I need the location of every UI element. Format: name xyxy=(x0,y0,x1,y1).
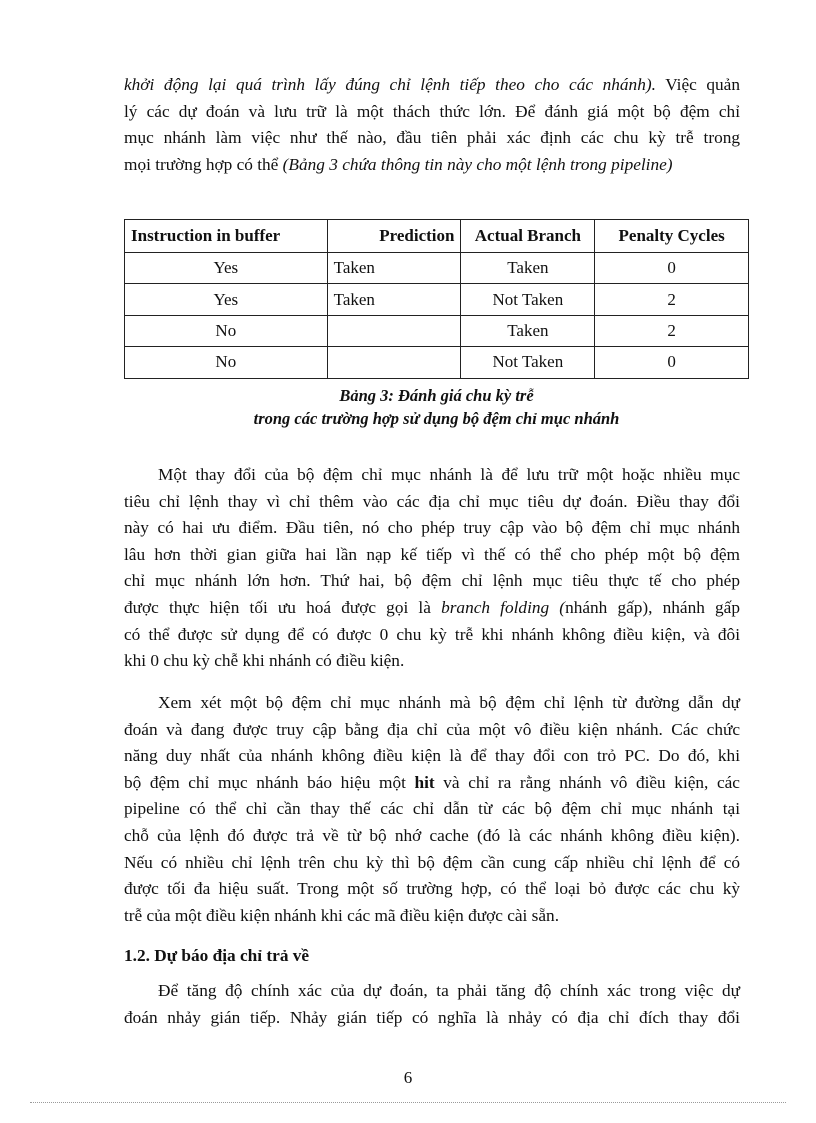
table-cell: 2 xyxy=(595,315,749,346)
table-cell: Taken xyxy=(461,253,595,284)
text-line: khởi động lại quá trình lấy đúng chỉ lệnh tiếp theo cho các nhánh). Việc quản xyxy=(124,75,740,94)
paragraph-branch-buffer-change xyxy=(124,462,740,675)
text-line: pipeline có thể chỉ cần thay thế các chỉ dẫn từ các bộ đệm chỉ mục nhánh tại xyxy=(124,799,740,819)
page-break-divider xyxy=(30,1102,786,1103)
text-line: được tối đa hiệu suất. Trong một số trường hợp, có thể loại bỏ được các chu kỳ xyxy=(124,879,740,899)
column-header: Prediction xyxy=(327,220,461,253)
caption-line: trong các trường hợp sử dụng bộ đệm chỉ mục nhánh xyxy=(253,409,620,428)
table-cell: 0 xyxy=(595,347,749,378)
text-line: khi 0 chu kỳ chễ khi nhánh có điều kiện. xyxy=(124,651,405,671)
table-cell xyxy=(327,315,461,346)
paragraph-unconditional-branch xyxy=(124,690,740,929)
table-cell: 2 xyxy=(595,284,749,315)
text-line: chỉ mục nhánh lớn hơn. Thứ hai, bộ đệm chỉ lệnh mục tiêu thực tế cho phép xyxy=(124,571,740,591)
text-line: năng duy nhất của nhánh không điều kiện là để thay đổi con trỏ PC. Do đó, khi xyxy=(124,746,740,766)
table-cell: Yes xyxy=(125,284,328,315)
text-line: này có hai ưu điểm. Đầu tiên, nó cho phép truy cập vào bộ đệm chỉ mục nhánh xyxy=(124,518,740,538)
table-cell: Not Taken xyxy=(461,347,595,378)
text-line: lâu hơn thời gian giữa hai lần nạp kế tiếp vì thế có thể cho phép một bộ đệm xyxy=(124,544,740,564)
table-cell: Taken xyxy=(327,253,461,284)
paragraph-return-address xyxy=(124,978,740,1031)
text-line: Để tăng độ chính xác của dự đoán, ta phải tăng độ chính xác trong việc dự xyxy=(158,981,740,1000)
column-header: Penalty Cycles xyxy=(595,220,749,253)
text-line: có thể được sử dụng để có được 0 chu kỳ trễ khi nhánh không điều kiện, và đôi xyxy=(124,624,740,644)
table-cell: Not Taken xyxy=(461,284,595,315)
table-cell: 0 xyxy=(595,253,749,284)
table-cell: Taken xyxy=(461,315,595,346)
intro-paragraph xyxy=(124,72,740,178)
text-line: chỗ của lệnh đó được trả về từ bộ nhớ cache (đó là các nhánh không điều kiện). xyxy=(124,825,740,845)
table-cell xyxy=(327,347,461,378)
table-row xyxy=(125,315,749,346)
text-line: bộ đệm chỉ mục nhánh báo hiệu một hit và chỉ ra rằng nhánh vô điều kiện, các xyxy=(124,772,740,792)
table-header-row xyxy=(125,220,749,253)
table-row xyxy=(125,347,749,378)
text-line: Xem xét một bộ đệm chỉ mục nhánh mà bộ đệm chỉ lệnh từ đường dẫn dự xyxy=(158,693,740,712)
table-cell: Taken xyxy=(327,284,461,315)
text-line: mọi trường hợp có thể (Bảng 3 chứa thông tin này cho một lệnh trong pipeline) xyxy=(124,154,673,174)
table-cell: Yes xyxy=(125,253,328,284)
column-header: Instruction in buffer xyxy=(125,220,328,253)
text-line: trễ của một điều kiện nhánh khi các mã điều kiện được cài sẵn. xyxy=(124,905,560,925)
table-caption xyxy=(124,384,749,430)
text-line: được thực hiện tối ưu hoá được gọi là branch folding (nhánh gấp), nhánh gấp xyxy=(124,597,740,617)
page-number: 6 xyxy=(403,1068,413,1087)
table-row xyxy=(125,253,749,284)
table-cell: No xyxy=(125,347,328,378)
text-line: lý các dự đoán và lưu trữ là một thách thức lớn. Để đánh giá một bộ đệm chỉ xyxy=(124,101,740,121)
text-line: Một thay đổi của bộ đệm chỉ mục nhánh là để lưu trữ một hoặc nhiều mục xyxy=(158,465,740,484)
text-line: đoán nhảy gián tiếp. Nhảy gián tiếp có nghĩa là nhảy có địa chỉ đích thay đổi xyxy=(124,1007,740,1027)
text-line: mục nhánh làm việc như thế nào, đầu tiên phải xác định các chu kỳ trễ trong xyxy=(124,128,740,148)
table-cell: No xyxy=(125,315,328,346)
caption-line: Bảng 3: Đánh giá chu kỳ trễ xyxy=(339,386,534,405)
text-line: tiêu chỉ lệnh thay vì chỉ thêm vào các địa chỉ mục tiêu dự đoán. Điều thay đổi xyxy=(124,491,740,511)
penalty-table xyxy=(124,219,749,379)
section-heading: 1.2. Dự báo địa chỉ trả về xyxy=(124,946,310,965)
text-line: Nếu có nhiều chỉ lệnh trên chu kỳ thì bộ đệm cần cung cấp nhiều chỉ lệnh để có xyxy=(124,852,740,872)
text-line: đoán và đang được truy cập bằng địa chỉ của một vô điều kiện nhánh. Các chức xyxy=(124,719,740,739)
table-row xyxy=(125,284,749,315)
column-header: Actual Branch xyxy=(461,220,595,253)
